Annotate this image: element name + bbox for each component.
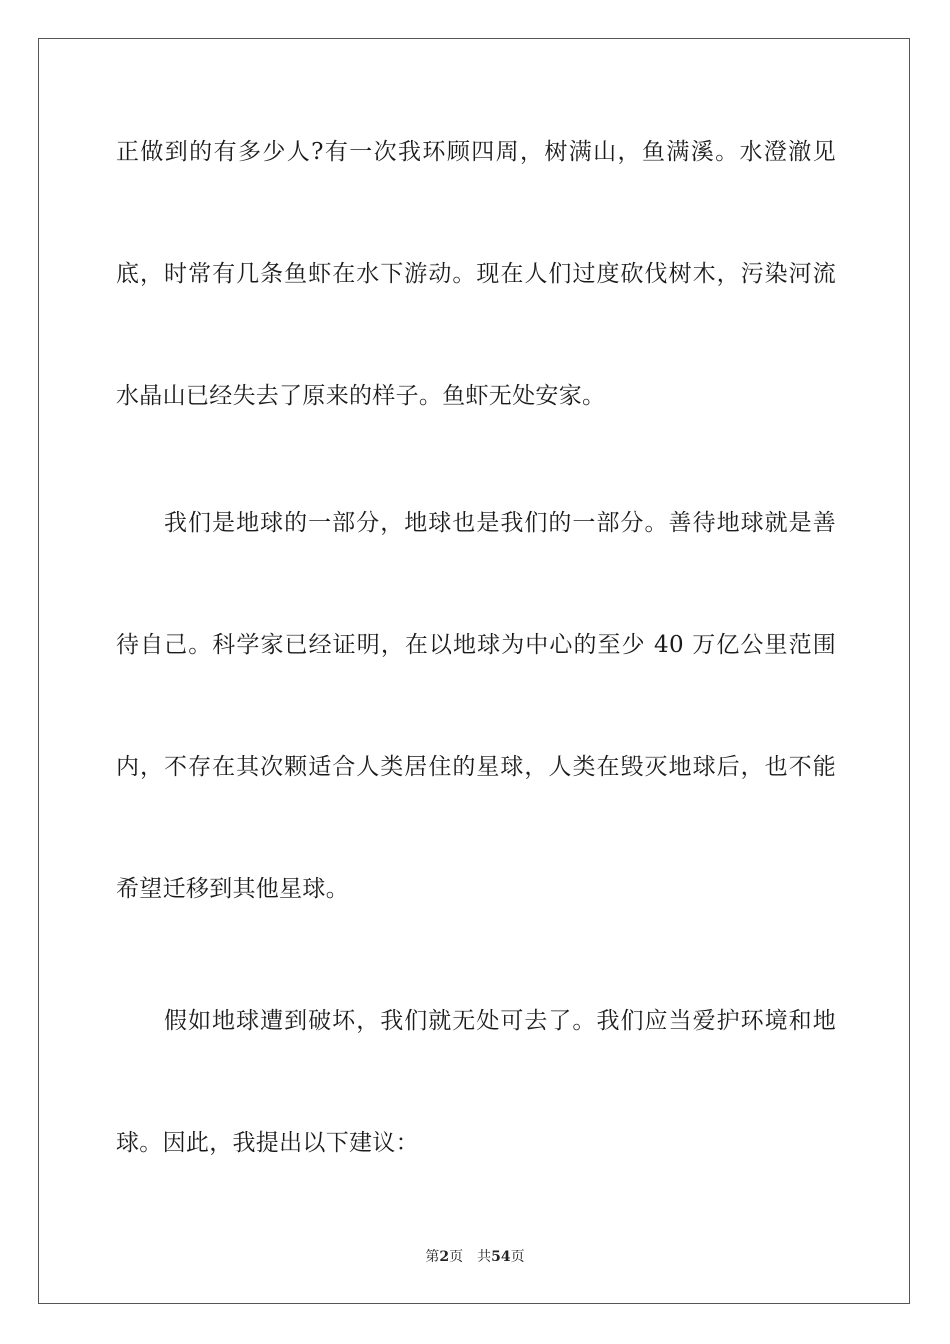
paragraph-3-line-2: 球。因此，我提出以下建议： — [116, 1130, 419, 1156]
page-footer — [0, 1248, 950, 1266]
paragraph-2-line-1: 我们是地球的一部分，地球也是我们的一部分。善待地球就是善 — [164, 510, 836, 536]
page-prefix: 第 — [425, 1249, 440, 1265]
page-number: 2 — [439, 1249, 450, 1265]
paragraph-2-line-4: 希望迁移到其他星球。 — [116, 876, 349, 902]
paragraph-1-line-3: 水晶山已经失去了原来的样子。鱼虾无处安家。 — [116, 383, 606, 409]
paragraph-1-line-1: 正做到的有多少人?有一次我环顾四周，树满山，鱼满溪。水澄澈见 — [116, 139, 836, 165]
paragraph-1-line-2: 底，时常有几条鱼虾在水下游动。现在人们过度砍伐树木，污染河流 — [116, 261, 836, 287]
total-prefix: 共 — [477, 1249, 492, 1265]
paragraph-2-line-3: 内，不存在其次颗适合人类居住的星球，人类在毁灭地球后，也不能 — [116, 754, 836, 780]
paragraph-2-line-2: 待自己。科学家已经证明，在以地球为中心的至少 40 万亿公里范围 — [116, 632, 836, 658]
page-suffix: 页 — [449, 1249, 464, 1265]
page-border — [38, 38, 910, 1304]
total-suffix: 页 — [510, 1249, 525, 1265]
total-pages: 54 — [491, 1249, 511, 1265]
paragraph-3-line-1: 假如地球遭到破坏，我们就无处可去了。我们应当爱护环境和地 — [164, 1008, 836, 1034]
